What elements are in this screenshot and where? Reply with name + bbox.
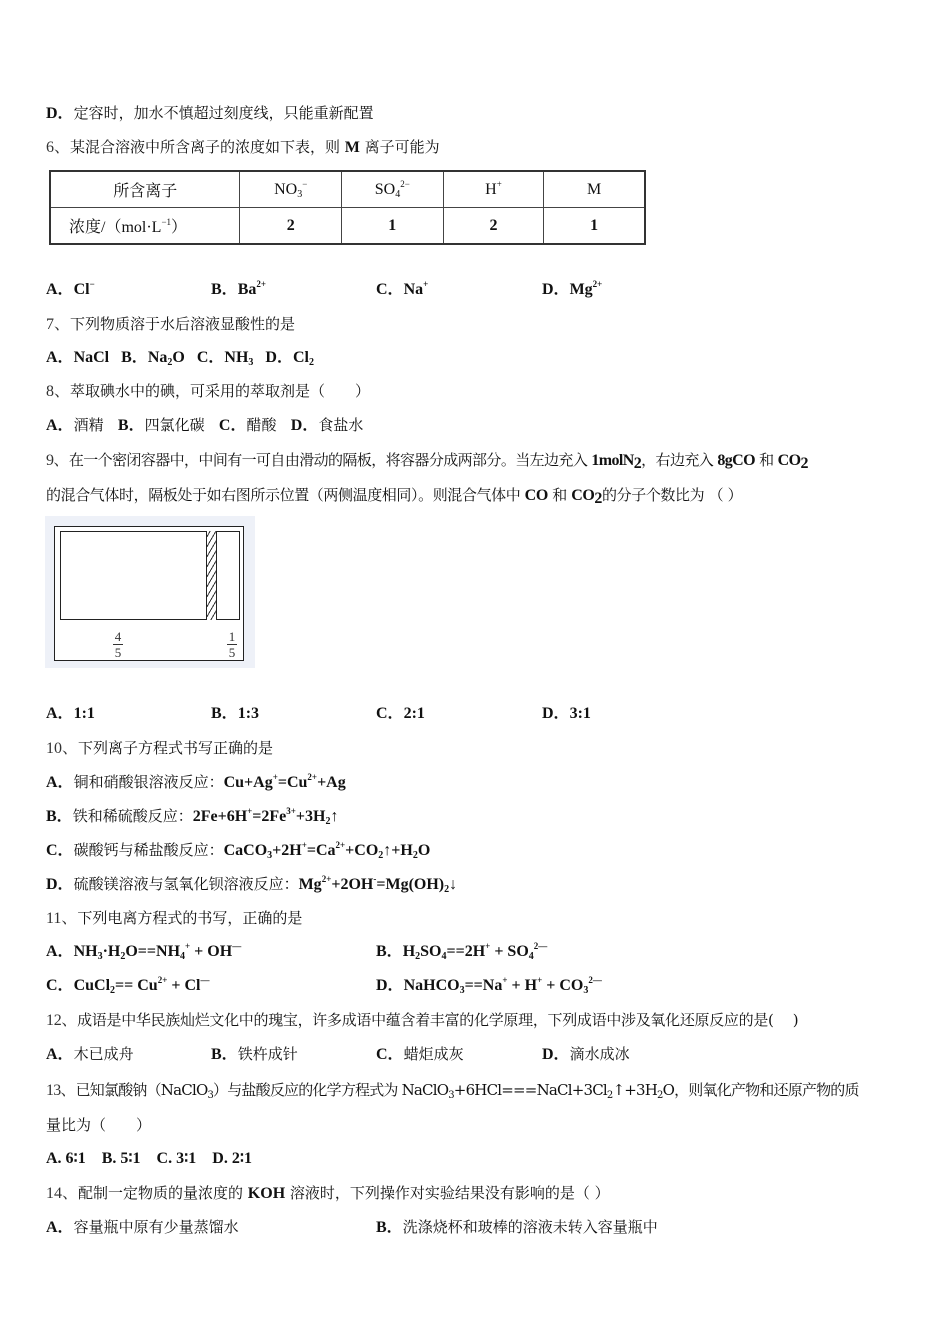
- table-cell: 2: [240, 208, 342, 245]
- q10-option-c: C．碳酸钙与稀盐酸反应：$CaCO_3+2H^+=Ca^{2+}+CO_2↑+H_2O$: [46, 840, 431, 861]
- container-outline: [54, 526, 244, 661]
- q11-stem: 11、下列电离方程式的书写，正确的是: [46, 909, 303, 927]
- q13-stem-line1: 13、已知氯酸钠（NaClO$_3$）与盐酸反应的化学方程式为 $NaClO_3+6HCl===NaCl+3Cl_2↑+3H_2O$，则氧化产物和还原产物的质: [46, 1081, 859, 1101]
- q7-option-a: A．NaCl: [46, 349, 110, 366]
- q9-stem-line2: 的混合气体时，隔板处于如右图所示位置（两侧温度相同）。则混合气体中 CO 和 $CO_2$的分子个数比为 （ ）: [46, 486, 743, 507]
- q10-stem: 10、下列离子方程式书写正确的是: [46, 739, 274, 757]
- container-partition-diagram: [45, 516, 255, 668]
- table-cell: 2: [443, 208, 544, 245]
- q12-option-b: B．铁杵成针: [211, 1045, 298, 1063]
- left-fraction-label: 4 5: [114, 629, 122, 660]
- table-header-row: [50, 171, 645, 208]
- q14-stem: 14、配制一定物质的量浓度的 KOH 溶液时，下列操作对实验结果没有影响的是（ ）: [46, 1184, 610, 1202]
- q12-stem: 12、成语是中华民族灿烂文化中的瑰宝，许多成语中蕴含着丰富的化学原理，下列成语中涉及氧化还原反应的是( ): [46, 1011, 799, 1029]
- table-cell: 1: [544, 208, 645, 245]
- table-cell: 1: [341, 208, 443, 245]
- q8-option-b: B．四氯化碳: [117, 416, 205, 434]
- sliding-partition: [206, 531, 217, 620]
- table-header-label: 所含离子: [50, 171, 240, 208]
- table-row-label: 浓度$/(mol\cdot L^{-1})$: [50, 208, 240, 245]
- q12-option-c: C．蜡炬成灰: [376, 1045, 464, 1063]
- q8-option-c: C．醋酸: [218, 416, 277, 434]
- q10-option-b: B．铁和稀硫酸反应：$2Fe+6H^+=2Fe^{3+}+3H_2↑$: [46, 806, 339, 827]
- q11-option-d: D．NaHCO$_3$==Na+ + $H^+ + CO_3^{2—}$: [376, 975, 602, 996]
- q6-option-b: B．$Ba^{2+}$: [211, 279, 266, 298]
- table-header-ion: $NO_3^-$: [240, 171, 342, 208]
- q11-option-b: B．$H_2SO_4==2H^+ + SO_4^{2—}$: [376, 941, 548, 962]
- q11-option-c: C．CuCl$_2$== $Cu^{2+} + Cl^—$: [46, 975, 210, 996]
- right-fraction-label: 1 5: [228, 629, 236, 660]
- q9-stem-line1: 9、在一个密闭容器中，中间有一可自由滑动的隔板，将容器分成两部分。当左边充入 1molN$_2$，右边充入 8gCO 和 $CO_2$: [46, 451, 808, 472]
- q9-option-a: A．1:1: [46, 705, 95, 722]
- table-header-ion: H+: [443, 171, 544, 208]
- q7-option-c: C．$NH_3$: [196, 349, 254, 368]
- q7-stem: 7、下列物质溶于水后溶液显酸性的是: [46, 315, 296, 333]
- q11-option-a: A．$NH_3\cdot H_2O==NH_4^+ + OH^—$: [46, 941, 242, 962]
- q14-option-a: A．容量瓶中原有少量蒸馏水: [46, 1218, 239, 1236]
- table-header-ion: $SO_4^{2-}$: [341, 171, 443, 208]
- q10-option-d: D．硫酸镁溶液与氢氧化钡溶液反应：$Mg^{2+}+2OH^-=Mg(OH)_2↓$: [46, 874, 458, 895]
- q13-stem-line2: 量比为（ ）: [46, 1116, 152, 1134]
- q8-stem: 8、萃取碘水中的碘，可采用的萃取剂是（ ）: [46, 382, 371, 400]
- q7-option-d: D．$Cl_2$: [265, 349, 314, 368]
- q12-option-d: D．滴水成冰: [542, 1045, 630, 1063]
- q9-option-d: D．3:1: [542, 705, 591, 722]
- q6-option-d: D．$Mg^{2+}$: [542, 279, 603, 298]
- q13-options: A. 6∶1 B. 5∶1 C. 3∶1 D. 2∶1: [46, 1150, 252, 1167]
- q6-option-c: C．Na+: [376, 279, 429, 298]
- q6-option-a: A．Cl−: [46, 279, 95, 298]
- q7-options: [46, 348, 314, 368]
- table-row: [50, 208, 645, 245]
- q5-option-d: D．定容时，加水不慎超过刻度线，只能重新配置: [46, 104, 374, 122]
- q6-stem: 6、某混合溶液中所含离子的浓度如下表，则 M 离子可能为: [46, 138, 440, 156]
- q7-option-b: B．$Na_2O$: [121, 349, 185, 368]
- q8-option-a: A．酒精: [46, 416, 104, 434]
- q9-option-b: B．1:3: [211, 705, 260, 722]
- q9-option-c: C．2:1: [376, 705, 425, 722]
- q10-option-a: A．铜和硝酸银溶液反应：$Cu+Ag^+=Cu^{2+}+Ag$: [46, 772, 346, 791]
- q8-option-d: D．食盐水: [290, 416, 364, 434]
- q12-option-a: A．木已成舟: [46, 1045, 134, 1063]
- ion-concentration-table: [49, 170, 646, 245]
- table-header-ion: M: [544, 171, 645, 208]
- q14-option-b: B．洗涤烧杯和玻棒的溶液未转入容量瓶中: [376, 1218, 658, 1236]
- q8-options: [46, 415, 363, 436]
